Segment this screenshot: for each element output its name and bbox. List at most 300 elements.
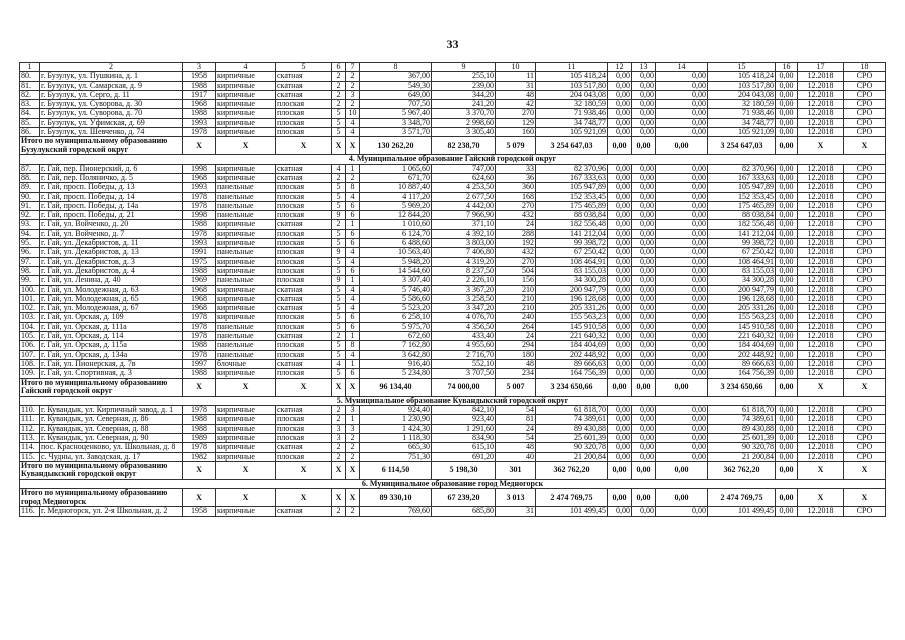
address: г. Гай, ул. Декабристов, д. 3 xyxy=(40,257,183,266)
living-area: 3 258,50 xyxy=(432,294,496,303)
wall-material: кирпичные xyxy=(216,220,276,229)
fund-regional: 0,00 xyxy=(632,507,656,517)
fund-local: 0,00 xyxy=(656,341,708,350)
fund-local: 0,00 xyxy=(656,332,708,341)
specific-cost: 0,00 xyxy=(776,164,798,173)
roof-type: плоская xyxy=(276,322,332,331)
fund-owners: 105 947,89 xyxy=(708,183,776,192)
residents: 54 xyxy=(496,433,536,442)
floors: 3 xyxy=(332,424,346,433)
section-header-row xyxy=(20,479,886,488)
residents: 54 xyxy=(496,405,536,415)
deadline: 12.2018 xyxy=(798,128,844,137)
living-area: 255,10 xyxy=(432,72,496,81)
table-row xyxy=(20,173,886,182)
total-area: 1 065,60 xyxy=(360,164,432,173)
total-cell: X xyxy=(332,489,346,507)
address: г. Гай, ул. Пионерская, д. 7в xyxy=(40,359,183,368)
fund-regional: 0,00 xyxy=(632,266,656,275)
total-cell: X xyxy=(332,137,346,155)
row-number: 116. xyxy=(20,507,40,517)
year: 1968 xyxy=(183,294,216,303)
roof-type: плоская xyxy=(276,118,332,127)
roof-type: плоская xyxy=(276,239,332,248)
roof-type: скатная xyxy=(276,90,332,99)
fund-owners: 204 043,08 xyxy=(708,90,776,99)
method: СРО xyxy=(844,350,886,359)
entrances: 6 xyxy=(346,201,360,210)
specific-cost: 0,00 xyxy=(776,304,798,313)
fund-federal: 0,00 xyxy=(608,239,632,248)
total-area: 672,60 xyxy=(360,332,432,341)
wall-material: кирпичные xyxy=(216,257,276,266)
year: 1989 xyxy=(183,433,216,442)
specific-cost: 0,00 xyxy=(776,424,798,433)
fund-federal: 0,00 xyxy=(608,415,632,424)
roof-type: скатная xyxy=(276,304,332,313)
address: г. Кувандык, ул. Северная, д. 86 xyxy=(40,415,183,424)
residents: 240 xyxy=(496,313,536,322)
fund-local: 0,00 xyxy=(656,322,708,331)
fund-local: 0,00 xyxy=(656,369,708,378)
table-row xyxy=(20,128,886,137)
total-area: 3 348,70 xyxy=(360,118,432,127)
address: г. Бузулук, ул. Шевченко, д. 74 xyxy=(40,128,183,137)
fund-regional: 0,00 xyxy=(632,192,656,201)
total-area: 916,40 xyxy=(360,359,432,368)
fund-local: 0,00 xyxy=(656,128,708,137)
residents: 42 xyxy=(496,100,536,109)
fund-federal: 0,00 xyxy=(608,369,632,378)
method: СРО xyxy=(844,405,886,415)
row-number: 84. xyxy=(20,109,40,118)
roof-type: скатная xyxy=(276,332,332,341)
floors: 4 xyxy=(332,164,346,173)
floors: 5 xyxy=(332,239,346,248)
cost-total: 105 418,24 xyxy=(536,72,608,81)
year: 1978 xyxy=(183,192,216,201)
roof-type: скатная xyxy=(276,81,332,90)
residents: 210 xyxy=(496,285,536,294)
method: СРО xyxy=(844,72,886,81)
floors: 2 xyxy=(332,72,346,81)
residents: 160 xyxy=(496,128,536,137)
table-row xyxy=(20,201,886,210)
address: г. Гай, просп. Победы, д. 14 xyxy=(40,192,183,201)
address: пос. Красноценково, ул. Школьная, д. 8 xyxy=(40,443,183,453)
total-cell: 0,00 xyxy=(608,489,632,507)
total-cell: 0,00 xyxy=(632,137,656,155)
total-area: 3 571,70 xyxy=(360,128,432,137)
table-row xyxy=(20,332,886,341)
fund-owners: 184 404,69 xyxy=(708,341,776,350)
total-cell: 0,00 xyxy=(656,461,708,479)
specific-cost: 0,00 xyxy=(776,248,798,257)
method: СРО xyxy=(844,90,886,99)
specific-cost: 0,00 xyxy=(776,100,798,109)
section-title: 5. Муниципальное образование Кувандыкский городской округ xyxy=(20,396,886,405)
row-number: 113. xyxy=(20,433,40,442)
table-row xyxy=(20,294,886,303)
floors: 5 xyxy=(332,304,346,313)
floors: 2 xyxy=(332,173,346,182)
fund-regional: 0,00 xyxy=(632,350,656,359)
fund-owners: 164 756,39 xyxy=(708,369,776,378)
total-row xyxy=(20,378,886,396)
entrances: 2 xyxy=(346,81,360,90)
total-cell: 3 254 647,03 xyxy=(536,137,608,155)
specific-cost: 0,00 xyxy=(776,257,798,266)
living-area: 4 356,50 xyxy=(432,322,496,331)
entrances: 6 xyxy=(346,211,360,220)
fund-local: 0,00 xyxy=(656,109,708,118)
cost-total: 145 910,58 xyxy=(536,322,608,331)
residents: 48 xyxy=(496,359,536,368)
deadline: 12.2018 xyxy=(798,229,844,238)
specific-cost: 0,00 xyxy=(776,183,798,192)
cost-total: 74 389,61 xyxy=(536,415,608,424)
fund-regional: 0,00 xyxy=(632,285,656,294)
table-row xyxy=(20,350,886,359)
fund-regional: 0,00 xyxy=(632,128,656,137)
address: с. Чудны, ул. Заводская, д. 17 xyxy=(40,452,183,461)
deadline: 12.2018 xyxy=(798,433,844,442)
address: г. Гай, ул. Декабристов, д. 13 xyxy=(40,248,183,257)
residents: 36 xyxy=(496,173,536,182)
fund-regional: 0,00 xyxy=(632,359,656,368)
address: г. Бузулук, ул. Суворова, д. 70 xyxy=(40,109,183,118)
fund-regional: 0,00 xyxy=(632,322,656,331)
total-cell: 0,00 xyxy=(608,378,632,396)
fund-owners: 88 038,84 xyxy=(708,211,776,220)
fund-owners: 196 128,68 xyxy=(708,294,776,303)
floors: 5 xyxy=(332,285,346,294)
fund-owners: 67 250,42 xyxy=(708,248,776,257)
year: 1988 xyxy=(183,424,216,433)
deadline: 12.2018 xyxy=(798,118,844,127)
specific-cost: 0,00 xyxy=(776,72,798,81)
total-area: 671,70 xyxy=(360,173,432,182)
table-row xyxy=(20,415,886,424)
entrances: 2 xyxy=(346,72,360,81)
table-row xyxy=(20,452,886,461)
address: г. Гай, ул. Спортивная, д. 3 xyxy=(40,369,183,378)
roof-type: скатная xyxy=(276,220,332,229)
entrances: 3 xyxy=(346,90,360,99)
deadline: 12.2018 xyxy=(798,248,844,257)
total-area: 3 307,40 xyxy=(360,276,432,285)
fund-local: 0,00 xyxy=(656,164,708,173)
method: СРО xyxy=(844,341,886,350)
fund-federal: 0,00 xyxy=(608,173,632,182)
floors: 5 xyxy=(332,128,346,137)
total-cell: 5 079 xyxy=(496,137,536,155)
deadline: 12.2018 xyxy=(798,304,844,313)
table-row xyxy=(20,313,886,322)
wall-material: кирпичные xyxy=(216,369,276,378)
table-row xyxy=(20,248,886,257)
specific-cost: 0,00 xyxy=(776,128,798,137)
fund-owners: 155 563,23 xyxy=(708,313,776,322)
cost-total: 164 756,39 xyxy=(536,369,608,378)
fund-federal: 0,00 xyxy=(608,118,632,127)
fund-regional: 0,00 xyxy=(632,109,656,118)
fund-local: 0,00 xyxy=(656,350,708,359)
method: СРО xyxy=(844,452,886,461)
living-area: 433,40 xyxy=(432,332,496,341)
row-number: 88. xyxy=(20,173,40,182)
row-number: 100. xyxy=(20,285,40,294)
year: 1978 xyxy=(183,313,216,322)
cost-total: 200 947,79 xyxy=(536,285,608,294)
total-area: 924,40 xyxy=(360,405,432,415)
address: г. Гай, ул. Орская, д. 134а xyxy=(40,350,183,359)
fund-owners: 34 748,77 xyxy=(708,118,776,127)
column-number: 18 xyxy=(844,63,886,72)
fund-owners: 182 556,48 xyxy=(708,220,776,229)
total-cell: X xyxy=(276,461,332,479)
total-cell: X xyxy=(332,378,346,396)
table-row xyxy=(20,285,886,294)
fund-regional: 0,00 xyxy=(632,100,656,109)
floors: 5 xyxy=(332,266,346,275)
total-area: 6 124,70 xyxy=(360,229,432,238)
total-cell: X xyxy=(183,461,216,479)
wall-material: кирпичные xyxy=(216,72,276,81)
deadline: 12.2018 xyxy=(798,313,844,322)
fund-owners: 82 370,96 xyxy=(708,164,776,173)
deadline: 12.2018 xyxy=(798,266,844,275)
floors: 5 xyxy=(332,109,346,118)
fund-federal: 0,00 xyxy=(608,359,632,368)
deadline: 12.2018 xyxy=(798,239,844,248)
residents: 210 xyxy=(496,294,536,303)
fund-regional: 0,00 xyxy=(632,276,656,285)
deadline: 12.2018 xyxy=(798,192,844,201)
total-cell: X xyxy=(798,137,844,155)
roof-type: плоская xyxy=(276,201,332,210)
floors: 5 xyxy=(332,118,346,127)
floors: 2 xyxy=(332,220,346,229)
cost-total: 221 640,32 xyxy=(536,332,608,341)
table-row xyxy=(20,369,886,378)
total-cell: X xyxy=(216,489,276,507)
wall-material: кирпичные xyxy=(216,109,276,118)
cost-total: 34 748,77 xyxy=(536,118,608,127)
table-row xyxy=(20,239,886,248)
residents: 48 xyxy=(496,443,536,453)
roof-type: плоская xyxy=(276,350,332,359)
fund-federal: 0,00 xyxy=(608,192,632,201)
method: СРО xyxy=(844,433,886,442)
fund-regional: 0,00 xyxy=(632,90,656,99)
specific-cost: 0,00 xyxy=(776,229,798,238)
address: г. Бузулук, ул. Самарская, д. 9 xyxy=(40,81,183,90)
cost-total: 105 947,89 xyxy=(536,183,608,192)
method: СРО xyxy=(844,276,886,285)
table-row xyxy=(20,433,886,442)
deadline: 12.2018 xyxy=(798,220,844,229)
wall-material: блочные xyxy=(216,359,276,368)
table-row xyxy=(20,405,886,415)
wall-material: панельные xyxy=(216,201,276,210)
fund-regional: 0,00 xyxy=(632,229,656,238)
entrances: 4 xyxy=(346,128,360,137)
fund-federal: 0,00 xyxy=(608,452,632,461)
fund-federal: 0,00 xyxy=(608,322,632,331)
specific-cost: 0,00 xyxy=(776,350,798,359)
deadline: 12.2018 xyxy=(798,201,844,210)
deadline: 12.2018 xyxy=(798,350,844,359)
living-area: 7 966,90 xyxy=(432,211,496,220)
total-area: 6 258,10 xyxy=(360,313,432,322)
total-area: 1 230,90 xyxy=(360,415,432,424)
fund-local: 0,00 xyxy=(656,424,708,433)
total-area: 707,50 xyxy=(360,100,432,109)
fund-local: 0,00 xyxy=(656,433,708,442)
fund-owners: 108 464,91 xyxy=(708,257,776,266)
residents: 432 xyxy=(496,211,536,220)
row-number: 110. xyxy=(20,405,40,415)
specific-cost: 0,00 xyxy=(776,369,798,378)
year: 1968 xyxy=(183,173,216,182)
total-area: 367,00 xyxy=(360,72,432,81)
specific-cost: 0,00 xyxy=(776,239,798,248)
fund-local: 0,00 xyxy=(656,359,708,368)
row-number: 104. xyxy=(20,322,40,331)
fund-local: 0,00 xyxy=(656,239,708,248)
living-area: 923,40 xyxy=(432,415,496,424)
entrances: 2 xyxy=(346,433,360,442)
cost-total: 204 043,08 xyxy=(536,90,608,99)
fund-federal: 0,00 xyxy=(608,211,632,220)
cost-total: 141 212,04 xyxy=(536,229,608,238)
address: г. Гай, пер. Пионерский, д. 6 xyxy=(40,164,183,173)
fund-owners: 61 818,70 xyxy=(708,405,776,415)
cost-total: 182 556,48 xyxy=(536,220,608,229)
floors: 5 xyxy=(332,201,346,210)
floors: 2 xyxy=(332,415,346,424)
column-number: 2 xyxy=(40,63,183,72)
floors: 5 xyxy=(332,322,346,331)
fund-local: 0,00 xyxy=(656,183,708,192)
row-number: 115. xyxy=(20,452,40,461)
deadline: 12.2018 xyxy=(798,443,844,453)
fund-owners: 74 389,61 xyxy=(708,415,776,424)
total-label: Итого по муниципальному образованию Бузулукский городской округ xyxy=(20,137,183,155)
fund-local: 0,00 xyxy=(656,294,708,303)
roof-type: плоская xyxy=(276,369,332,378)
row-number: 103. xyxy=(20,313,40,322)
table-row xyxy=(20,276,886,285)
floors: 5 xyxy=(332,350,346,359)
year: 1988 xyxy=(183,415,216,424)
living-area: 4 392,10 xyxy=(432,229,496,238)
address: г. Гай, пер. Поляничко, д. 5 xyxy=(40,173,183,182)
table-row xyxy=(20,90,886,99)
total-area: 1 010,60 xyxy=(360,220,432,229)
fund-federal: 0,00 xyxy=(608,100,632,109)
living-area: 691,20 xyxy=(432,452,496,461)
wall-material: кирпичные xyxy=(216,424,276,433)
wall-material: кирпичные xyxy=(216,266,276,275)
total-cell: X xyxy=(346,489,360,507)
total-cell: 362 762,20 xyxy=(708,461,776,479)
cost-total: 184 404,69 xyxy=(536,341,608,350)
fund-owners: 25 601,39 xyxy=(708,433,776,442)
specific-cost: 0,00 xyxy=(776,332,798,341)
fund-local: 0,00 xyxy=(656,266,708,275)
fund-federal: 0,00 xyxy=(608,183,632,192)
deadline: 12.2018 xyxy=(798,81,844,90)
fund-federal: 0,00 xyxy=(608,507,632,517)
column-number: 14 xyxy=(656,63,708,72)
fund-federal: 0,00 xyxy=(608,443,632,453)
floors: 5 xyxy=(332,294,346,303)
fund-regional: 0,00 xyxy=(632,164,656,173)
living-area: 2 677,50 xyxy=(432,192,496,201)
total-cell: X xyxy=(332,461,346,479)
year: 1958 xyxy=(183,72,216,81)
living-area: 4 076,70 xyxy=(432,313,496,322)
roof-type: плоская xyxy=(276,424,332,433)
fund-owners: 200 947,79 xyxy=(708,285,776,294)
column-number: 3 xyxy=(183,63,216,72)
deadline: 12.2018 xyxy=(798,100,844,109)
fund-owners: 205 331,26 xyxy=(708,304,776,313)
column-number: 4 xyxy=(216,63,276,72)
roof-type: скатная xyxy=(276,72,332,81)
column-number: 9 xyxy=(432,63,496,72)
total-area: 5 586,60 xyxy=(360,294,432,303)
fund-owners: 105 921,09 xyxy=(708,128,776,137)
deadline: 12.2018 xyxy=(798,507,844,517)
fund-owners: 145 910,58 xyxy=(708,322,776,331)
total-cell: 2 474 769,75 xyxy=(708,489,776,507)
fund-regional: 0,00 xyxy=(632,415,656,424)
method: СРО xyxy=(844,257,886,266)
deadline: 12.2018 xyxy=(798,90,844,99)
row-number: 105. xyxy=(20,332,40,341)
fund-federal: 0,00 xyxy=(608,257,632,266)
residents: 432 xyxy=(496,248,536,257)
total-area: 5 948,20 xyxy=(360,257,432,266)
residents: 360 xyxy=(496,183,536,192)
specific-cost: 0,00 xyxy=(776,322,798,331)
roof-type: скатная xyxy=(276,443,332,453)
deadline: 12.2018 xyxy=(798,369,844,378)
address: г. Кувандык, ул. Северная, д. 88 xyxy=(40,424,183,433)
fund-local: 0,00 xyxy=(656,443,708,453)
total-cell: X xyxy=(216,461,276,479)
cost-total: 108 464,91 xyxy=(536,257,608,266)
specific-cost: 0,00 xyxy=(776,118,798,127)
total-area: 6 488,60 xyxy=(360,239,432,248)
row-number: 108. xyxy=(20,359,40,368)
column-number: 15 xyxy=(708,63,776,72)
total-area: 7 162,80 xyxy=(360,341,432,350)
year: 1978 xyxy=(183,350,216,359)
year: 1917 xyxy=(183,90,216,99)
total-cell: X xyxy=(276,137,332,155)
total-cell: 130 262,20 xyxy=(360,137,432,155)
fund-owners: 99 398,72 xyxy=(708,239,776,248)
total-area: 5 234,80 xyxy=(360,369,432,378)
entrances: 10 xyxy=(346,109,360,118)
method: СРО xyxy=(844,164,886,173)
total-area: 649,00 xyxy=(360,90,432,99)
total-cell: 0,00 xyxy=(608,137,632,155)
